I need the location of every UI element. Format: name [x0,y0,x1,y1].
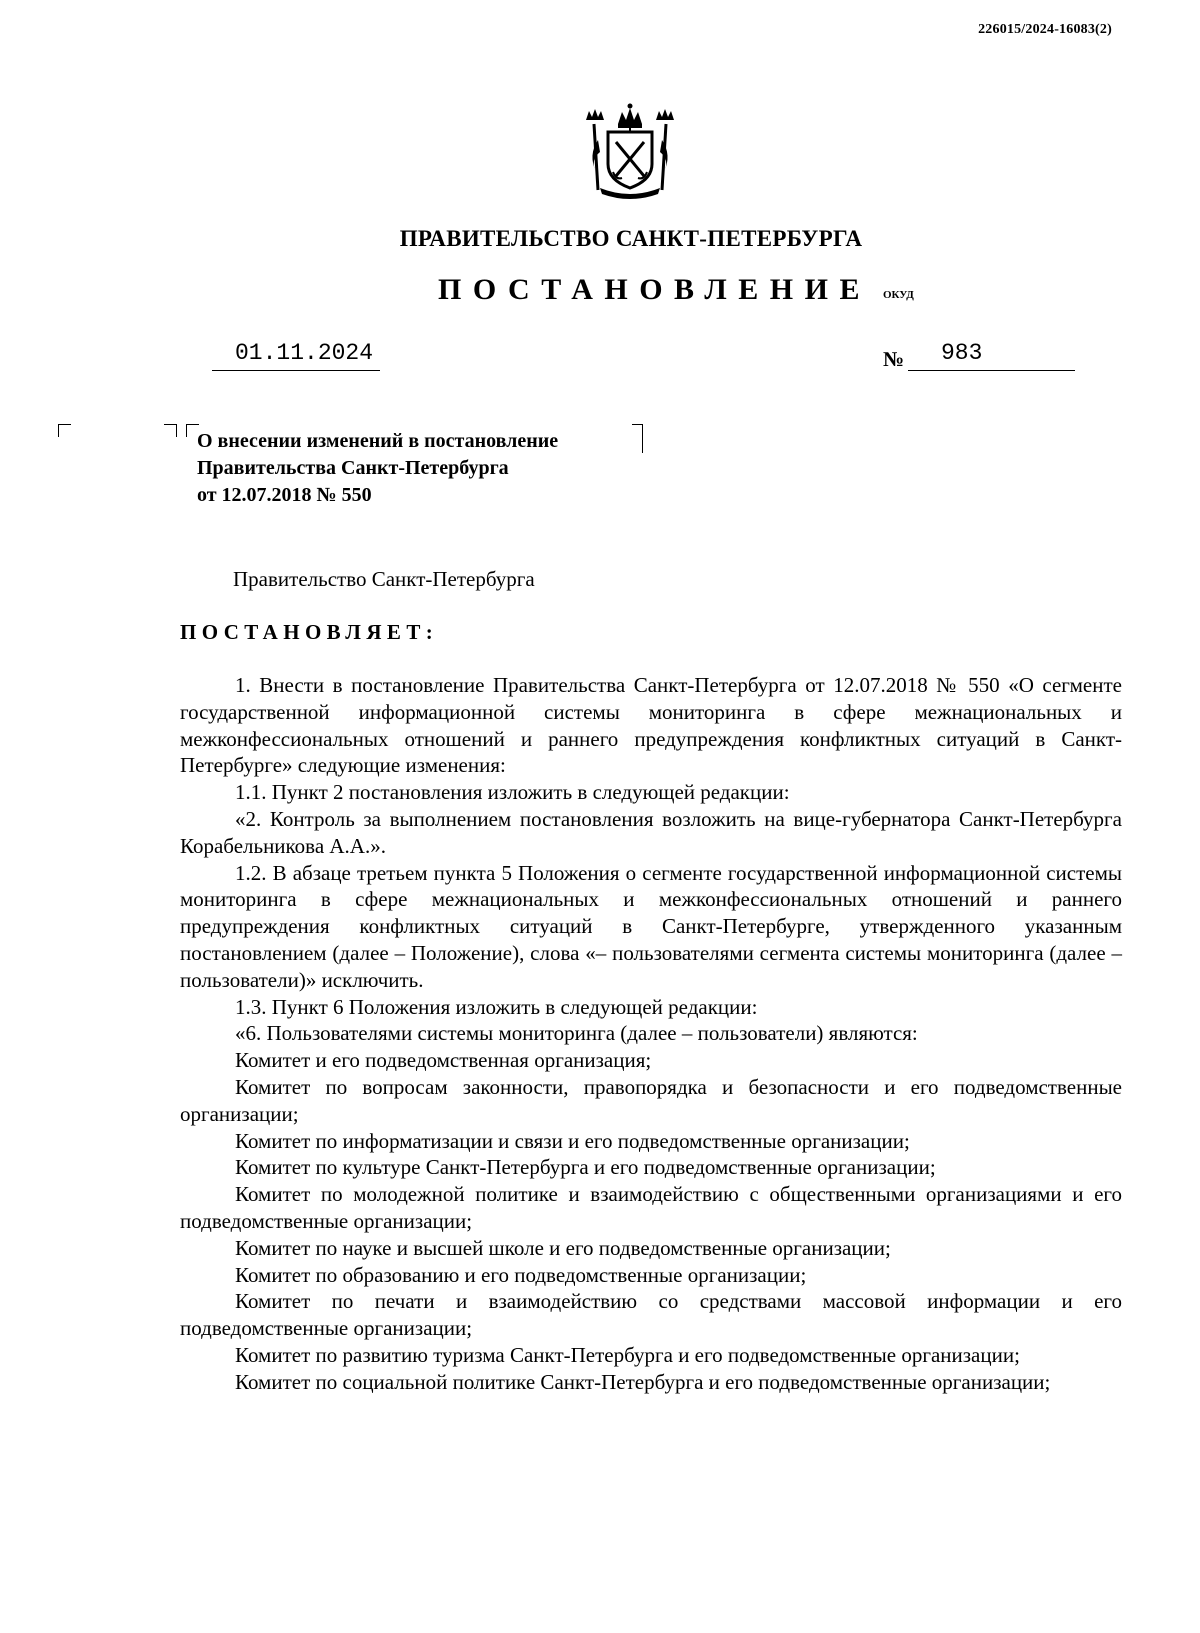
paragraph: Комитет по развитию туризма Санкт-Петербурга и его подведомственные организации; [235,1342,1020,1367]
paragraph: «6. Пользователями системы мониторинга (далее – пользователи) являются: [235,1021,918,1046]
paragraph: Комитет по печати и взаимодействию со средствами массовой информации и его подведомственные организации; [180,1289,1122,1341]
paragraph: Комитет по вопросам законности, правопорядка и безопасности и его подведомственные организации; [180,1074,1122,1126]
paragraph: Комитет по науке и высшей школе и его подведомственные организации; [235,1235,891,1260]
corner-mark [58,424,71,437]
subject-line: Правительства Санкт-Петербурга [197,457,509,479]
paragraph: Комитет по культуре Санкт-Петербурга и его подведомственные организации; [235,1155,936,1180]
date-underline [212,370,380,371]
paragraph: Комитет по молодежной политике и взаимодействию с общественными организациями и его подведомственные организации; [180,1182,1122,1233]
document-type: ПОСТАНОВЛЕНИЕ [438,273,871,306]
decree-word: ПОСТАНОВЛЯЕТ: [180,620,439,644]
paragraph: «2. Контроль за выполнением постановления возложить на вице-губернатора Санкт-Петербурга Корабельникова А.А.». [180,806,1122,858]
paragraph: 1.2. В абзаце третьем пункта 5 Положения о сегменте государственной информационной системы мониторинга в сфере межнациональных и межконфессиональных отношений и раннего предупреждения конфликтных ситуаций в Санкт-Петербурге, утвержденного указанным постановлением (далее – Положение), слова «– пользователями сегмента системы мониторинга (далее – пользователи)» исключить. [180,860,1122,992]
government-title: ПРАВИТЕЛЬСТВО САНКТ-ПЕТЕРБУРГА [399,226,863,251]
corner-mark [164,424,177,437]
paragraph: Комитет и его подведомственная организация; [235,1048,652,1073]
subject-line: О внесении изменений в постановление [197,430,559,452]
paragraph: Комитет по образованию и его подведомственные организации; [235,1262,807,1287]
document-date: 01.11.2024 [235,340,374,366]
paragraph: Комитет по информатизации и связи и его подведомственные организации; [235,1128,910,1153]
document-subject [197,428,558,509]
registration-code: 226015/2024-16083(2) [978,22,1112,37]
document-body [180,672,1122,1396]
document-number: 983 [941,340,983,366]
corner-mark [632,424,643,453]
paragraph: 1.3. Пункт 6 Положения изложить в следующей редакции: [235,994,758,1019]
okud-label: ОКУД [883,289,914,301]
preamble: Правительство Санкт-Петербурга [233,567,535,591]
paragraph: 1. Внести в постановление Правительства Санкт-Петербурга от 12.07.2018 № 550 «О сегменте государственной информационной системы мониторинга в сфере межнациональных и межконфессиональных отношений и раннего предупреждения конфликтных ситуаций в Санкт-Петербурге» следующие изменения: [180,673,1122,778]
saint-petersburg-coat-of-arms-icon [580,100,680,200]
subject-line: от 12.07.2018 № 550 [197,484,372,506]
number-label: № [883,347,905,371]
paragraph: Комитет по социальной политике Санкт-Петербурга и его подведомственные организации; [235,1369,1051,1394]
number-underline [908,370,1075,371]
paragraph: 1.1. Пункт 2 постановления изложить в следующей редакции: [235,780,790,805]
